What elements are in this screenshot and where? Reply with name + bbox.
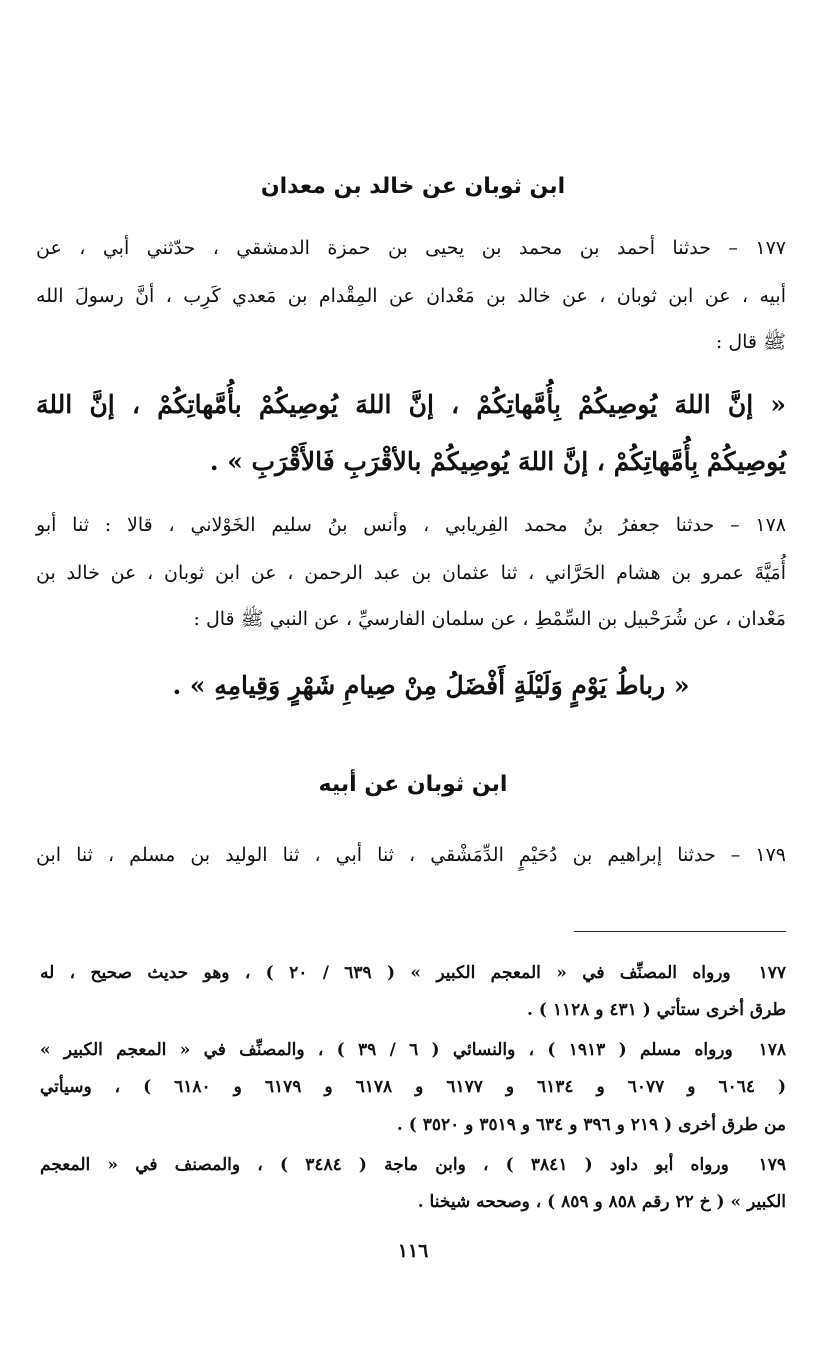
footnote-177-line-1 bbox=[40, 958, 786, 988]
hadith-177-line-3: ﷺ قال : bbox=[715, 331, 786, 353]
hadith-178-text: « رباطُ يَوْمٍ وَلَيْلَةٍ أَفْضَلُ مِنْ صِيامِ شَهْرٍ وَقِيامِهِ » . bbox=[172, 671, 690, 700]
hadith-177-text-line-2: يُوصِيكُمْ بِأُمَّهاتِكُمْ ، إنَّ اللهَ يُوصِيكُمْ بالأقْرَبِ فَالأَقْرَبِ » . bbox=[209, 447, 786, 476]
footnote-divider bbox=[574, 931, 786, 932]
section-title-ibn-thawban-khalid: ابن ثوبان عن خالد بن معدان bbox=[260, 174, 566, 199]
hadith-177-text-line-1: « إنَّ اللهَ يُوصِيكُمْ بِأُمَّهاتِكُمْ ، إنَّ اللهَ يُوصِيكُمْ بأُمَّهاتِكُمْ ، إنَّ اللهَ bbox=[36, 390, 786, 419]
hadith-177-line-2: أبيه ، عن ابن ثوبان ، عن خالد بن مَعْدان عن المِقْدام بن مَعدي كَرِب ، أنَّ رسولَ الله bbox=[36, 285, 786, 307]
footnote-178-line-3 bbox=[40, 1110, 786, 1140]
section-title-ibn-thawban-father: ابن ثوبان عن أبيه bbox=[318, 772, 508, 797]
footnote-179-number: ١٧٩ bbox=[758, 1155, 786, 1175]
footnote-179-text-1: ورواه أبو داود ( ٣٨٤١ ) ، وابن ماجة ( ٣٤٨٤ ) ، والمصنف في « المعجم bbox=[40, 1155, 729, 1175]
footnote-179-line-2 bbox=[40, 1187, 786, 1217]
footnote-178-text-2: ( ٦٠٦٤ و ٦٠٧٧ و ٦١٣٤ و ٦١٧٧ و ٦١٧٨ و ٦١٧٩ و ٦١٨٠ ) ، وسيأتي bbox=[40, 1077, 787, 1097]
footnote-178-text-1: ورواه مسلم ( ١٩١٣ ) ، والنسائي ( ٦ / ٣٩ ) ، والمصنِّف في « المعجم الكبير » bbox=[40, 1040, 733, 1060]
footnote-177-text-1: ورواه المصنِّف في « المعجم الكبير » ( ٦٣٩ / ٢٠ ) ، وهو حديث صحيح ، له bbox=[40, 963, 731, 983]
footnote-177-number: ١٧٧ bbox=[758, 963, 786, 983]
footnote-177-text-2: طرق أخرى ستأتي ( ٤٣١ و ١١٢٨ ) . bbox=[527, 1000, 786, 1020]
hadith-178-line-2: أُمَيَّةَ عمرو بن هشام الحَرَّاني ، ثنا عثمان بن عبد الرحمن ، عن ابن ثوبان ، عن خالد بن bbox=[36, 562, 786, 584]
footnote-178-text-3: من طرق أخرى ( ٢١٩ و ٣٩٦ و ٦٣٤ و ٣٥١٩ و ٣٥٢٠ ) . bbox=[396, 1115, 786, 1135]
hadith-179-line-1: ١٧٩ – حدثنا إبراهيم بن دُحَيْمٍ الدِّمَشْقي ، ثنا أبي ، ثنا الوليد بن مسلم ، ثنا ابن bbox=[36, 844, 786, 866]
footnote-177-line-2 bbox=[40, 995, 786, 1025]
hadith-178-line-1: ١٧٨ – حدثنا جعفرُ بنُ محمد الفِريابي ، وأنس بنُ سليم الخَوْلاني ، قالا : ثنا أبو bbox=[36, 514, 786, 536]
page-number: ١١٦ bbox=[397, 1240, 429, 1262]
footnote-179-line-1 bbox=[40, 1150, 786, 1180]
hadith-177-line-1: ١٧٧ – حدثنا أحمد بن محمد بن يحيى بن حمزة الدمشقي ، حدّثني أبي ، عن bbox=[36, 237, 786, 259]
footnote-178-line-2 bbox=[40, 1072, 786, 1102]
footnote-178-number: ١٧٨ bbox=[758, 1040, 787, 1060]
hadith-178-line-3: مَعْدان ، عن شُرَحْبيل بن السِّمْطِ ، عن سلمان الفارسيِّ ، عن النبي ﷺ قال : bbox=[193, 608, 786, 630]
footnote-178-line-1 bbox=[40, 1035, 786, 1065]
footnote-179-text-2: الكبير » ( خ ٢٢ رقم ٨٥٨ و ٨٥٩ ) ، وصححه شيخنا . bbox=[417, 1192, 786, 1212]
